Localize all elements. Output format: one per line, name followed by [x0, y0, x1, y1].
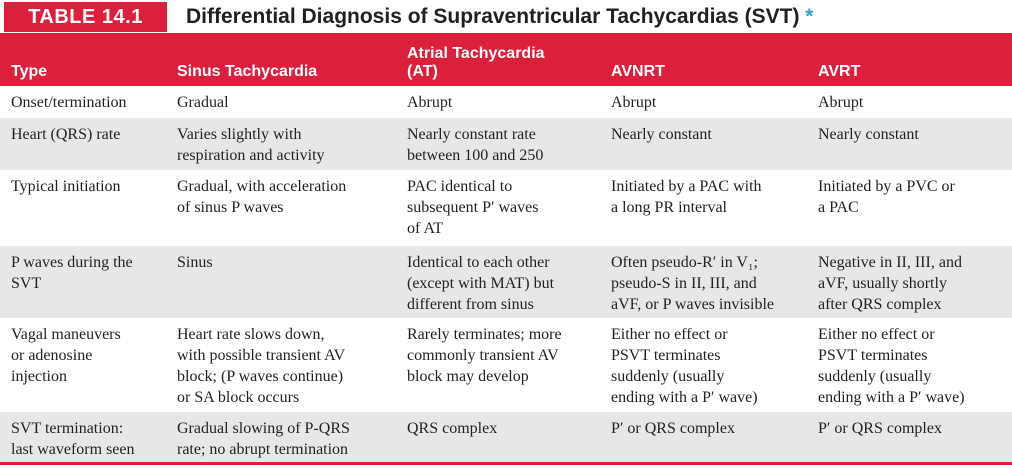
header-sinus-tachycardia: Sinus Tachycardia: [177, 63, 318, 80]
at-cell: Rarely terminates; more commonly transient AV block may develop: [407, 326, 562, 385]
avrt-cell: Either no effect or PSVT terminates suddenly (usually ending with a P′ wave): [818, 326, 965, 406]
avrt-cell: P′ or QRS complex: [818, 420, 942, 437]
header-atrial-tachycardia: Atrial Tachycardia (AT): [407, 45, 545, 80]
header-type: Type: [11, 63, 48, 80]
at-cell: Abrupt: [407, 94, 453, 111]
at-cell: Nearly constant rate between 100 and 250: [407, 126, 544, 164]
at-cell: QRS complex: [407, 420, 498, 437]
avrt-cell: Abrupt: [818, 94, 864, 111]
sinus-cell: Gradual, with acceleration of sinus P waves: [177, 178, 347, 216]
table-bottom-rule: [0, 462, 1012, 465]
sinus-cell: Gradual slowing of P-QRS rate; no abrupt termination: [177, 420, 350, 458]
row-label-cell: Heart (QRS) rate: [11, 126, 121, 143]
sinus-cell: Varies slightly with respiration and activity: [177, 126, 325, 164]
avrt-cell: Initiated by a PVC or a PAC: [818, 178, 955, 216]
avnrt-cell: Often pseudo-R′ in V₁; pseudo-S in II, III, and aVF, or P waves invisible: [611, 254, 774, 313]
sinus-cell: Heart rate slows down, with possible transient AV block; (P waves continue) or SA block occurs: [177, 326, 346, 406]
table-row: [0, 118, 1012, 170]
table-title: [186, 1, 813, 33]
avnrt-cell: Initiated by a PAC with a long PR interval: [611, 178, 762, 216]
avrt-cell: Negative in II, III, and aVF, usually shortly after QRS complex: [818, 254, 962, 313]
sinus-cell: Gradual: [177, 94, 229, 111]
table-number-label: TABLE 14.1: [4, 2, 167, 32]
table-title-text: Differential Diagnosis of Supraventricular Tachycardias (SVT): [186, 5, 800, 28]
row-label-cell: Onset/termination: [11, 94, 127, 111]
avrt-cell: Nearly constant: [818, 126, 919, 143]
header-avnrt: AVNRT: [611, 63, 665, 80]
table-row: [0, 318, 1012, 412]
at-cell: Identical to each other (except with MAT) but different from sinus: [407, 254, 555, 313]
row-label-cell: P waves during the SVT: [11, 254, 133, 292]
table-row: [0, 170, 1012, 246]
footnote-asterisk: *: [805, 5, 814, 28]
row-label-cell: Vagal maneuvers or adenosine injection: [11, 326, 121, 385]
avnrt-cell: Nearly constant: [611, 126, 712, 143]
avnrt-cell: Either no effect or PSVT terminates suddenly (usually ending with a P′ wave): [611, 326, 758, 406]
header-avrt: AVRT: [818, 63, 861, 80]
table-row: [0, 86, 1012, 118]
table-row: [0, 246, 1012, 318]
avnrt-cell: P′ or QRS complex: [611, 420, 735, 437]
row-label-cell: Typical initiation: [11, 178, 121, 195]
at-cell: PAC identical to subsequent P′ waves of AT: [407, 178, 539, 237]
avnrt-cell: Abrupt: [611, 94, 657, 111]
table-title-bar: [0, 0, 1012, 33]
table-header-row: [0, 33, 1012, 86]
row-label-cell: SVT termination: last waveform seen: [11, 420, 135, 458]
sinus-cell: Sinus: [177, 254, 213, 271]
table-row: [0, 412, 1012, 462]
